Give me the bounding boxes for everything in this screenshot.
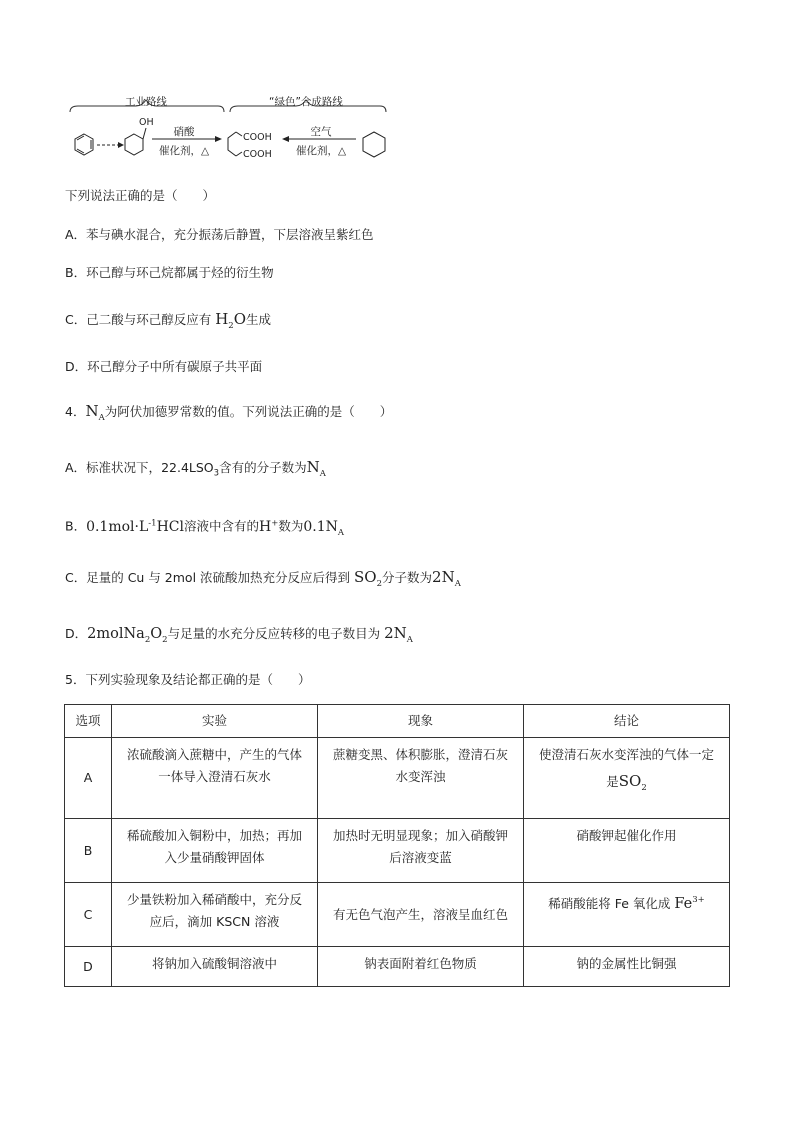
table-header-row xyxy=(65,705,730,738)
row-option: D xyxy=(65,947,112,987)
header-conclusion: 结论 xyxy=(524,705,730,738)
row-experiment: 将钠加入硫酸铜溶液中 xyxy=(112,947,318,987)
row-experiment: 浓硫酸滴入蔗糖中，产生的气体 一体导入澄清石灰水 xyxy=(112,738,318,819)
nitric-acid-label: 硝酸 xyxy=(173,126,195,138)
header-phenomenon: 现象 xyxy=(318,705,524,738)
row-experiment: 少量铁粉加入稀硝酸中，充分反 应后，滴加 KSCN 溶液 xyxy=(112,883,318,947)
experiment-table xyxy=(64,704,730,987)
industrial-route-label: 工业路线 xyxy=(125,96,167,108)
header-option: 选项 xyxy=(65,705,112,738)
row-phenomenon: 加热时无明显现象；加入硝酸钾 后溶液变蓝 xyxy=(318,819,524,883)
q4-option-b: B．$0.1mol\cdot L^{-1}HCl$溶液中含有的H+数为$0.1N_A$ xyxy=(65,518,344,538)
cyclohexane-structure xyxy=(363,132,385,157)
adipic-acid-structure xyxy=(228,132,272,160)
table-row xyxy=(65,738,730,819)
q5-stem: 5．下列实验现象及结论都正确的是（ ） xyxy=(65,672,311,687)
na-symbol: $N_A$ xyxy=(85,402,105,423)
row-experiment: 稀硫酸加入铜粉中，加热；再加 入少量硝酸钾固体 xyxy=(112,819,318,883)
reaction-scheme-diagram xyxy=(66,94,396,166)
row-phenomenon: 有无色气泡产生，溶液呈血红色 xyxy=(318,883,524,947)
table-row xyxy=(65,819,730,883)
air-label: 空气 xyxy=(310,126,332,138)
q3-option-a: A．苯与碘水混合，充分振荡后静置，下层溶液呈紫红色 xyxy=(65,227,374,242)
q3-option-b: B．环己醇与环己烷都属于烃的衍生物 xyxy=(65,265,274,280)
row-option: A xyxy=(65,738,112,819)
q4-stem: 4．$N_A$为阿伏加德罗常数的值。下列说法正确的是（ ） xyxy=(65,402,393,423)
row-phenomenon: 蔗糖变黑、体积膨胀，澄清石灰 水变浑浊 xyxy=(318,738,524,819)
row-conclusion: 使澄清石灰水变浑浊的气体一定 是$SO_2$ xyxy=(524,738,730,819)
row-option: C xyxy=(65,883,112,947)
row-conclusion: 硝酸钾起催化作用 xyxy=(524,819,730,883)
benzene-structure xyxy=(75,134,93,155)
catalyst-label-2: 催化剂，△ xyxy=(295,145,347,157)
green-route-label: “绿色”合成路线 xyxy=(269,96,343,108)
header-experiment: 实验 xyxy=(112,705,318,738)
q3-option-c: C．己二酸与环己醇反应有 $H_2O$生成 xyxy=(65,310,272,331)
table-row xyxy=(65,883,730,947)
q4-option-d: D．$2molNa_2O_2$与足量的水充分反应转移的电子数目为 $2N_A$ xyxy=(65,624,413,645)
cyclohexanol-structure xyxy=(125,117,154,155)
q4-option-c: C．足量的 Cu 与 2mol 浓硫酸加热充分反应后得到 $SO_2$分子数为$2N_A$ xyxy=(65,568,461,589)
cooh-bottom: COOH xyxy=(243,149,272,160)
row-conclusion: 稀硝酸能将 Fe 氧化成 $Fe^{3+}$ xyxy=(524,883,730,947)
q4-option-a: A．标准状况下，$22.4LSO_3$含有的分子数为$N_A$ xyxy=(65,458,326,479)
oh-label: OH xyxy=(139,117,154,128)
row-phenomenon: 钠表面附着红色物质 xyxy=(318,947,524,987)
q3-stem: 下列说法正确的是（ ） xyxy=(65,188,216,203)
row-option: B xyxy=(65,819,112,883)
table-row xyxy=(65,947,730,987)
water-formula: $H_2O$ xyxy=(215,310,247,331)
catalyst-label-1: 催化剂，△ xyxy=(158,145,210,157)
q3-option-d: D．环己醇分子中所有碳原子共平面 xyxy=(65,359,263,374)
cooh-top: COOH xyxy=(243,132,272,143)
row-conclusion: 钠的金属性比铜强 xyxy=(524,947,730,987)
